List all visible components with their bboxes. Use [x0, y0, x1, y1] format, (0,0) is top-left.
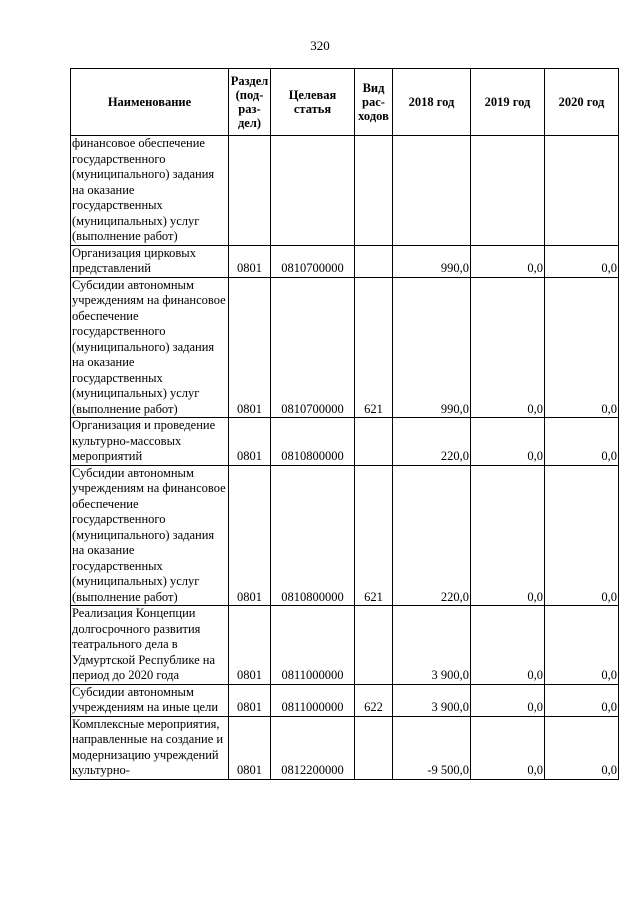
- row-2019: 0,0: [471, 716, 545, 779]
- header-kind: Вид рас- ходов: [355, 69, 393, 136]
- row-section: 0801: [229, 277, 271, 418]
- row-2019: 0,0: [471, 606, 545, 685]
- row-section: 0801: [229, 465, 271, 606]
- row-kind: [355, 606, 393, 685]
- row-section: 0801: [229, 716, 271, 779]
- header-target: Целевая статья: [271, 69, 355, 136]
- row-target: 0811000000: [271, 606, 355, 685]
- row-2018: 3 900,0: [393, 684, 471, 716]
- row-2020: [545, 136, 619, 246]
- table-row: [71, 136, 619, 246]
- budget-table: [70, 68, 619, 780]
- row-2020: 0,0: [545, 277, 619, 418]
- row-2019: 0,0: [471, 418, 545, 466]
- row-target: 0810800000: [271, 465, 355, 606]
- row-name: Организация цирковых представлений: [71, 245, 229, 277]
- row-2018: [393, 136, 471, 246]
- row-name: Субсидии автономным учреждениям на иные цели: [71, 684, 229, 716]
- row-target: 0812200000: [271, 716, 355, 779]
- row-name: Субсидии автономным учреждениям на финансовое обеспечение государственного (муниципального) задания на оказание государственных (муниципальных) услуг (выполнение работ): [71, 277, 229, 418]
- row-2018: 990,0: [393, 277, 471, 418]
- row-2019: 0,0: [471, 684, 545, 716]
- table-row: [71, 716, 619, 779]
- row-2018: 220,0: [393, 465, 471, 606]
- row-2019: 0,0: [471, 245, 545, 277]
- header-2018: 2018 год: [393, 69, 471, 136]
- table-row: [71, 606, 619, 685]
- row-section: 0801: [229, 245, 271, 277]
- header-2019: 2019 год: [471, 69, 545, 136]
- row-2020: 0,0: [545, 418, 619, 466]
- row-2019: 0,0: [471, 277, 545, 418]
- header-section: Раздел (под- раз- дел): [229, 69, 271, 136]
- header-2020: 2020 год: [545, 69, 619, 136]
- row-2018: 990,0: [393, 245, 471, 277]
- row-target: 0810700000: [271, 277, 355, 418]
- row-2019: 0,0: [471, 465, 545, 606]
- row-2019: [471, 136, 545, 246]
- row-section: 0801: [229, 606, 271, 685]
- row-2018: 220,0: [393, 418, 471, 466]
- row-section: 0801: [229, 684, 271, 716]
- row-2018: -9 500,0: [393, 716, 471, 779]
- row-2020: 0,0: [545, 716, 619, 779]
- row-section: 0801: [229, 418, 271, 466]
- row-2020: 0,0: [545, 606, 619, 685]
- row-name: Комплексные мероприятия, направленные на создание и модернизацию учреждений культурно-: [71, 716, 229, 779]
- row-2020: 0,0: [545, 465, 619, 606]
- table-row: [71, 465, 619, 606]
- page-number: 320: [310, 38, 330, 53]
- header-name: Наименование: [71, 69, 229, 136]
- row-name: финансовое обеспечение государственного (муниципального) задания на оказание государственных (муниципальных) услуг (выполнение работ): [71, 136, 229, 246]
- row-kind: 622: [355, 684, 393, 716]
- row-target: 0810800000: [271, 418, 355, 466]
- row-kind: [355, 418, 393, 466]
- row-kind: [355, 136, 393, 246]
- row-name: Организация и проведение культурно-массовых мероприятий: [71, 418, 229, 466]
- row-2020: 0,0: [545, 684, 619, 716]
- row-kind: 621: [355, 465, 393, 606]
- row-target: 0811000000: [271, 684, 355, 716]
- row-2020: 0,0: [545, 245, 619, 277]
- row-kind: [355, 716, 393, 779]
- table-row: [71, 418, 619, 466]
- table-row: [71, 245, 619, 277]
- row-2018: 3 900,0: [393, 606, 471, 685]
- table-header-row: [71, 69, 619, 136]
- row-kind: [355, 245, 393, 277]
- row-section: [229, 136, 271, 246]
- row-kind: 621: [355, 277, 393, 418]
- table-row: [71, 277, 619, 418]
- row-target: [271, 136, 355, 246]
- table-row: [71, 684, 619, 716]
- row-name: Субсидии автономным учреждениям на финансовое обеспечение государственного (муниципального) задания на оказание государственных (муниципальных) услуг (выполнение работ): [71, 465, 229, 606]
- row-target: 0810700000: [271, 245, 355, 277]
- row-name: Реализация Концепции долгосрочного развития театрального дела в Удмуртской Республике на период до 2020 года: [71, 606, 229, 685]
